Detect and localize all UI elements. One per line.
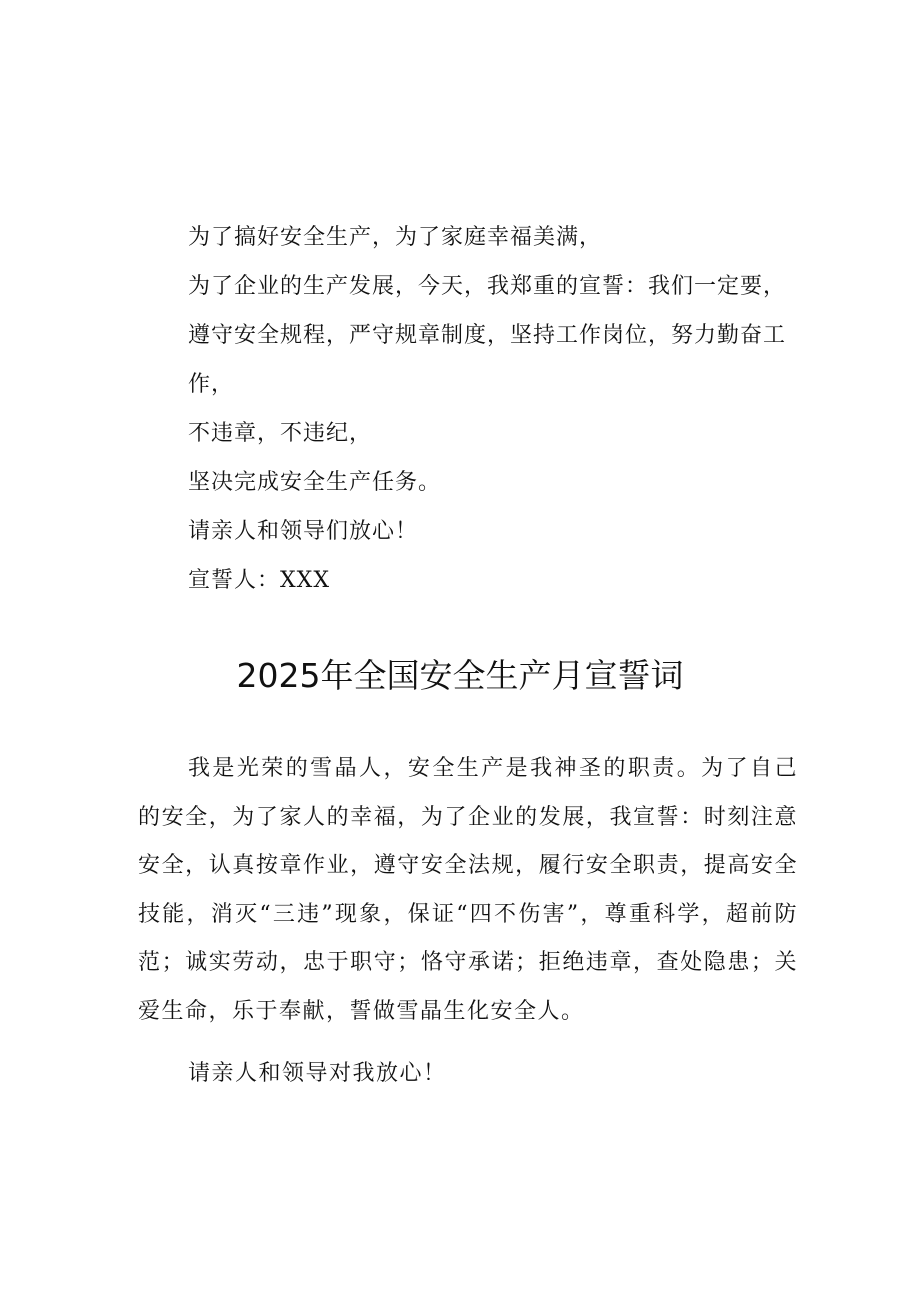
pledge-line: 坚决完成安全生产任务。 xyxy=(188,470,442,495)
pledge-line: 请亲人和领导们放心！ xyxy=(188,519,419,544)
pledge-line: 不违章，不违纪， xyxy=(188,421,373,446)
document-title: 2025年全国安全生产月宣誓词 xyxy=(236,656,684,695)
pledge-line: 遵守安全规程，严守规章制度，坚持工作岗位，努力勤奋工作， xyxy=(188,323,787,397)
oath-block xyxy=(138,745,798,1099)
pledge-signature: 宣誓人：XXX xyxy=(188,568,330,593)
oath-paragraph: 我是光荣的雪晶人，安全生产是我神圣的职责。为了自己的安全，为了家人的幸福，为了企业的发展，我宣誓：时刻注意安全，认真按章作业，遵守安全法规，履行安全职责，提高安全技能，消灭“三违”现象，保证“四不伤害”，尊重科学，超前防范；诚实劳动，忠于职守；恪守承诺；拒绝违章，查处隐患；关爱生命，乐于奉献，誓做雪晶生化安全人。 xyxy=(138,756,798,1024)
pledge-line: 为了企业的生产发展，今天，我郑重的宣誓：我们一定要， xyxy=(188,274,787,299)
oath-closing: 请亲人和领导对我放心！ xyxy=(188,1061,447,1086)
pledge-line: 为了搞好安全生产，为了家庭幸福美满， xyxy=(188,225,603,250)
pledge-block xyxy=(188,213,798,605)
